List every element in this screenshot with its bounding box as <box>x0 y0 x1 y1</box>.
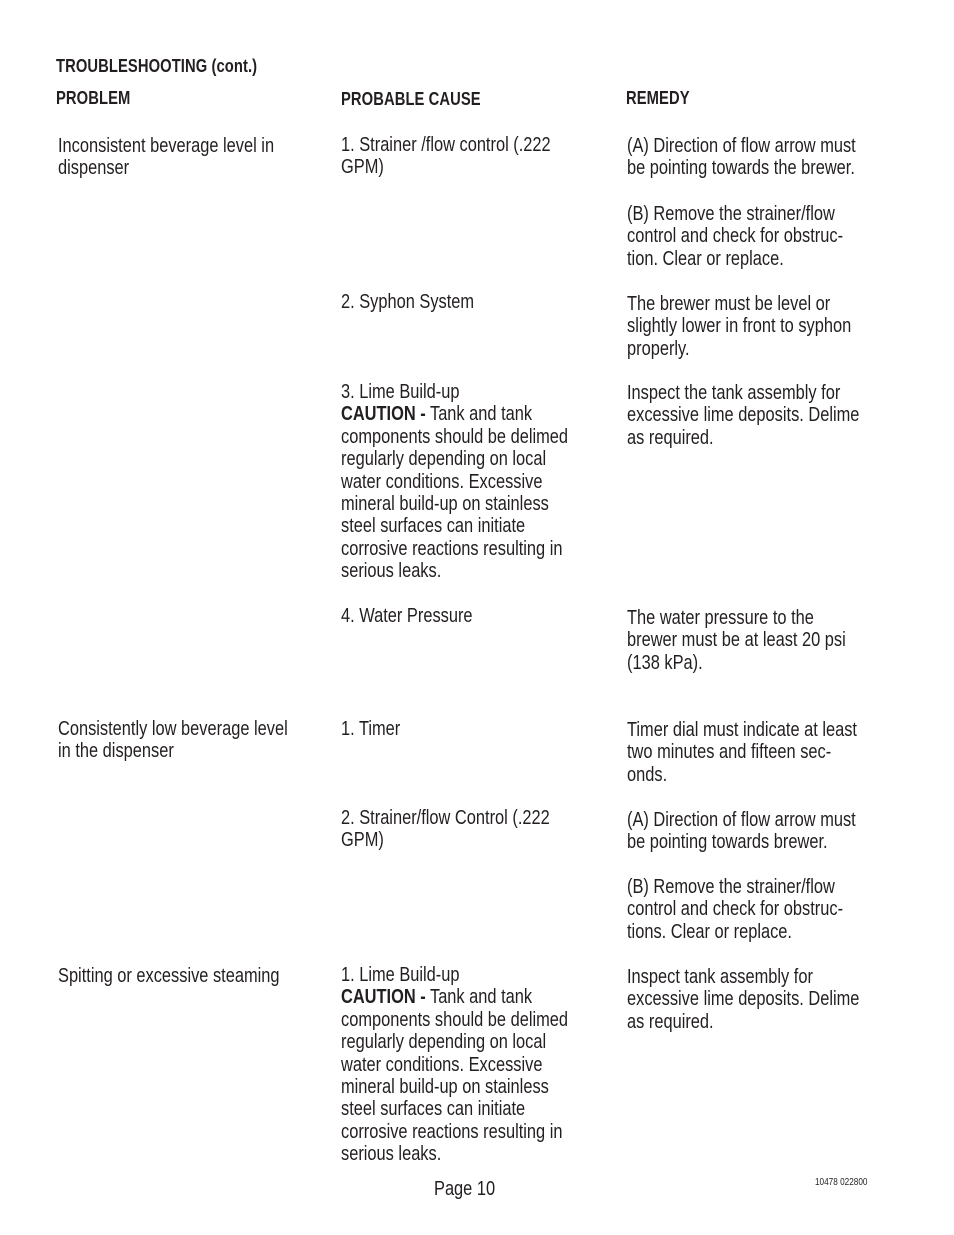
cause-strainer-flow-control-2: 2. Strainer/flow Control (.222 GPM) <box>341 807 550 852</box>
problem-low-level: Consistently low beverage level in the dispenser <box>58 718 288 763</box>
header-probable-cause: PROBABLE CAUSE <box>341 89 481 109</box>
remedy-water-pressure: The water pressure to the brewer must be at least 20 psi (138 kPa). <box>627 607 846 674</box>
cause-water-pressure: 4. Water Pressure <box>341 605 473 627</box>
remedy-remove-strainer-2: (B) Remove the strainer/flow control and check for obstruc- tions. Clear or replace. <box>627 876 844 943</box>
cause-lime-buildup-2: 1. Lime Build-up CAUTION - Tank and tank components should be delimed regularly depending on local water conditions. Excessive mineral build-up on stainless steel surfaces can initiate corrosive reactions resulting in serious leaks. <box>341 964 569 1166</box>
problem-inconsistent-level: Inconsistent beverage level in dispenser <box>58 135 275 180</box>
remedy-flow-arrow-2: (A) Direction of flow arrow must be pointing towards brewer. <box>627 809 856 854</box>
section-title: TROUBLESHOOTING (cont.) <box>56 56 258 76</box>
cause-strainer-flow-control: 1. Strainer /flow control (.222 GPM) <box>341 134 551 179</box>
header-problem: PROBLEM <box>56 88 131 108</box>
remedy-flow-arrow: (A) Direction of flow arrow must be pointing towards the brewer. <box>627 135 856 180</box>
remedy-inspect-tank-2: Inspect tank assembly for excessive lime deposits. Delime as required. <box>627 966 860 1033</box>
caution-label: CAUTION - <box>341 986 426 1009</box>
cause-timer: 1. Timer <box>341 718 401 740</box>
problem-spitting: Spitting or excessive steaming <box>58 965 280 987</box>
cause-syphon-system: 2. Syphon System <box>341 291 475 313</box>
caution-label: CAUTION - <box>341 403 426 426</box>
header-remedy: REMEDY <box>626 88 690 108</box>
remedy-timer-dial: Timer dial must indicate at least two minutes and fifteen sec- onds. <box>627 719 857 786</box>
cause-lime-buildup: 3. Lime Build-up CAUTION - Tank and tank components should be delimed regularly depending on local water conditions. Excessive mineral build-up on stainless steel surfaces can initiate corrosive reactions resulting in serious leaks. <box>341 381 569 583</box>
document-code: 10478 022800 <box>815 1177 868 1188</box>
page-number: Page 10 <box>434 1178 496 1200</box>
remedy-remove-strainer: (B) Remove the strainer/flow control and check for obstruc- tion. Clear or replace. <box>627 203 844 270</box>
remedy-brewer-level: The brewer must be level or slightly lower in front to syphon properly. <box>627 293 852 360</box>
remedy-inspect-tank: Inspect the tank assembly for excessive lime deposits. Delime as required. <box>627 382 860 449</box>
